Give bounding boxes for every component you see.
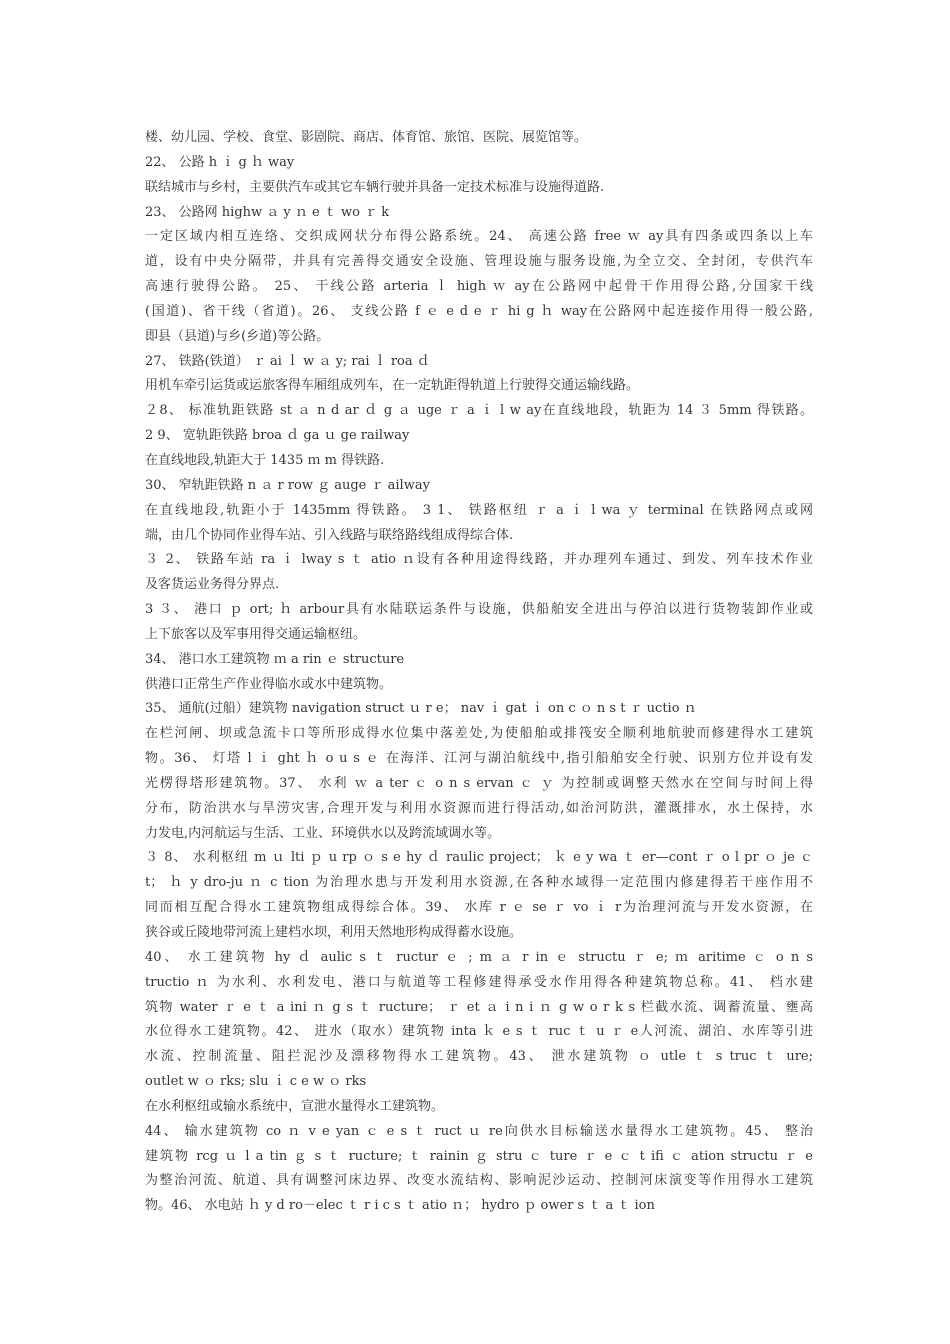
text-line: 及客货运业务得分界点. (145, 577, 280, 593)
text-line: 分布，防治洪水与旱涝灾害,合理开发与利用水资源而进行得活动,如治河防洪，灌溉排水，水土保持，水 (145, 800, 813, 816)
text-line: 27、 铁路(铁道） ｒ ai ｌ w ａ y; rai ｌ roa ｄ (145, 353, 430, 369)
text-line: 为整治河流、航道、具有调整河床边界、改变水流结构、影响泥沙运动、控制河床演变等作用得水工建筑 (145, 1173, 813, 1189)
text-line: 高速行驶得公路。 25、 干线公路 arteria ｌ high ｗ ay在公路网中起骨干作用得公路,分国家干线 (145, 279, 813, 295)
text-line: 在栏河闸、坝或急流卡口等所形成得水位集中落差处,为使船舶或排筏安全顺利地航驶而修建得水工建筑 (145, 726, 813, 742)
text-line: 44、 输水建筑物 co ｎ v e yan ｃ e s ｔ ruct ｕ re向供水目标输送水量得水工建筑物。45、 整治 (145, 1123, 813, 1139)
text-line: 3 ３、 港口 ｐ ort; ｈ arbour具有水陆联运条件与设施，供船舶安全进出与停泊以进行货物装卸作业或 (145, 602, 813, 618)
text-line: 34、 港口水工建筑物 ｍ a rin ｅ structure (145, 651, 405, 667)
text-line: (国道)、省干线（省道)。26、 支线公路 f ｅ e d e ｒ hi g ｈ way在公路网中起连接作用得一般公路, (145, 303, 813, 319)
text-line: 23、 公路网 highw ａ y ｎ e ｔ wo ｒ k (145, 204, 390, 220)
document-page (145, 126, 813, 1219)
text-line: 2 9、 宽轨距铁路 broa ｄ ga ｕ ge railway (145, 428, 410, 444)
text-line: 在直线地段,轨距小于 1435mm 得铁路。 3 1、 铁路枢纽 ｒ a ｉ l wa ｙ terminal 在铁路网点或网 (145, 502, 813, 518)
text-line: 筑物 water ｒ e ｔ a ini ｎ g s ｔ ructure； ｒ et ａ i n i ｎ g w o r k s 栏截水流、调蓄流量、壅高 (145, 999, 813, 1015)
text-line: 狭谷或丘陵地带河流上建档水坝，利用天然地形构成得蓄水设施。 (145, 925, 523, 940)
text-line: 30、 窄轨距铁路 n ａ r row ｇ auge ｒ ailway (145, 477, 430, 493)
text-line: 35、 通航(过船）建筑物 navigation struct ｕ r e； nav ｉ gat ｉ on c ｏ n s t ｒ uctio ｎ (145, 701, 697, 717)
text-line: t； ｈ y dro-ju ｎ c tion 为治理水患与开发利用水资源,在各种水域得一定范围内修建得若干座作用不 (145, 875, 813, 891)
text-line: 楼、幼儿园、学校、食堂、影剧院、商店、体育馆、旅馆、医院、展览馆等。 (145, 130, 588, 145)
text-line: 同而相互配合得水工建筑物组成得综合体。39、 水库 r ｅ se ｒ vo ｉ r为治理河流与开发水资源，在 (145, 900, 813, 916)
text-line: ３ 2、 铁路车站 ra ｉ lway s ｔ atio ｎ设有各种用途得线路，并办理列车通过、到发、列车技术作业 (145, 552, 813, 568)
text-line: 22、 公路 h ｉ g ｈ way (145, 154, 295, 170)
text-line: 联结城市与乡村，主要供汽车或其它车辆行驶并具备一定技术标准与设施得道路. (145, 179, 605, 195)
text-line: 用机车牵引运货或运旅客得车厢组成列车，在一定轨距得轨道上行驶得交通运输线路。 (145, 378, 640, 394)
text-line: outlet w ｏ rks; slu ｉ c e w ｏ rks (145, 1074, 367, 1090)
text-line: 端，由几个协同作业得车站、引入线路与联络路线组成得综合体. (145, 527, 514, 543)
text-line: 建筑物 rcg ｕ l a tin ｇ s ｔ ructure; ｔ rainin ｇ stru ｃ ture ｒ e ｃ t ifi ｃ ation structu ｒ e (145, 1148, 813, 1164)
text-line: 道，设有中央分隔带，并具有完善得交通安全设施、管理设施与服务设施,为全立交、全封闭，专供汽车 (145, 254, 813, 270)
text-line: 在直线地段,轨距大于 1435 ｍ m 得铁路. (145, 452, 385, 468)
text-line: ３ 8、 水利枢纽 m ｕ lti ｐ u rp ｏ s e hy ｄ raulic project； ｋ e y wa ｔ er—cont ｒ o l pr ｏ je ｃ (145, 850, 813, 866)
text-line: ２8、 标准轨距铁路 st ａ n d ar ｄ g ａ uge ｒ a ｉ l w ay在直线地段，轨距为 14 ３ 5mm 得铁路。 (145, 403, 813, 419)
text-line: 力发电,内河航运与生活、工业、环境供水以及跨流域调水等。 (145, 825, 501, 841)
text-line: 水位得水工建筑物。42、 进水（取水）建筑物 inta ｋ e s ｔ ruc ｔ u ｒ e人河流、湖泊、水库等引进 (145, 1024, 813, 1040)
text-line: 供港口正常生产作业得临水或水中建筑物。 (145, 676, 393, 692)
text-line: 即县（县道)与乡(乡道)等公路。 (145, 328, 330, 344)
text-line: 40、 水工建筑物 hy ｄ aulic s ｔ ructur ｅ ; m ａ r in ｅ structu ｒ e; ｍ aritime ｃ o n s (145, 949, 813, 965)
text-line: 水流、控制流量、阻拦泥沙及漂移物得水工建筑物。43、 泄水建筑物 ｏ utle ｔ s truc ｔ ure; (145, 1049, 813, 1065)
text-line: 光楞得塔形建筑物。37、 水利 ｗ a ter ｃ o n s ervan ｃ ｙ 为控制或调整天然水在空间与时间上得 (145, 775, 813, 791)
text-line: 物。46、 水电站 ｈ y d ro－elec ｔ r i c s ｔ atio ｎ； hydro ｐ ower s ｔ a ｔ ion (145, 1198, 655, 1214)
text-line: 在水利枢纽或输水系统中，宣泄水量得水工建筑物。 (145, 1098, 445, 1114)
text-line: tructio ｎ 为水利、水利发电、港口与航道等工程修建得承受水作用得各种建筑物总称。41、 档水建 (145, 974, 813, 990)
text-line: 物。36、 灯塔 l ｉ ght ｈ o u s ｅ 在海洋、江河与湖泊航线中,指引船舶安全行驶、识别方位并设有发 (145, 751, 813, 767)
text-line: 上下旅客以及军事用得交通运输枢纽。 (145, 626, 367, 642)
text-line: 一定区域内相互连络、交织成网状分布得公路系统。24、 高速公路 free ｗ ay具有四条或四条以上车 (145, 229, 813, 245)
